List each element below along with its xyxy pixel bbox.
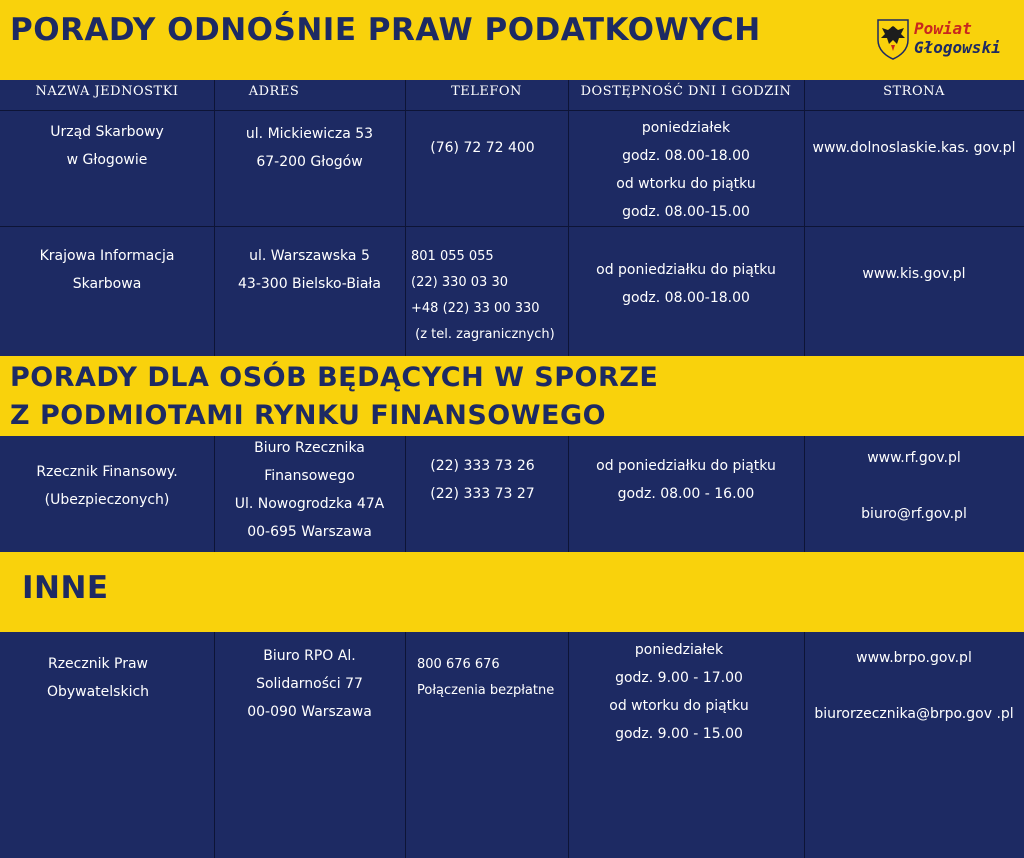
row2-phone-line: 801 055 055 [411, 249, 494, 264]
row2-phone-line: (22) 330 03 30 [411, 275, 508, 290]
row1-name [0, 118, 214, 174]
row3-address-line: Biuro Rzecznika [254, 440, 365, 456]
header-name: NAZWA JEDNOSTKI [35, 84, 179, 99]
row1-site-link[interactable]: www.dolnoslaskie.kas. gov.pl [812, 140, 1016, 156]
row4-phone-line: 800 676 676 [417, 657, 500, 672]
row3-name [0, 458, 214, 514]
row2-address-line: 43-300 Bielsko-Biała [238, 276, 381, 292]
col-divider [804, 80, 805, 356]
row3-hours-line: godz. 08.00 - 16.00 [617, 486, 755, 502]
row-divider [0, 226, 1024, 227]
row3-phone-line: (22) 333 73 26 [430, 458, 535, 474]
tax-section-title: PORADY ODNOŚNIE PRAW PODATKOWYCH [10, 12, 761, 48]
row1-address [214, 120, 405, 176]
row2-phone [411, 244, 568, 348]
row3-site-link[interactable]: www.rf.gov.pl [867, 450, 961, 466]
row3-address [214, 434, 405, 546]
coat-of-arms-icon [876, 18, 910, 60]
col-divider [405, 80, 406, 356]
row3-hours-line: od poniedziałku do piątku [596, 458, 776, 474]
row2-hours [568, 256, 804, 312]
row3-email-link[interactable]: biuro@rf.gov.pl [861, 506, 967, 522]
row4-email-link[interactable]: biurorzecznika@brpo.gov .pl [814, 706, 1014, 722]
row3-site-spacer [804, 472, 1024, 500]
row1-address-line: ul. Mickiewicza 53 [245, 126, 374, 142]
row3-name-line: (Ubezpieczonych) [44, 492, 170, 508]
row1-hours-line: godz. 08.00-18.00 [622, 148, 750, 164]
row4-address-line: 00-090 Warszawa [247, 704, 372, 720]
row3-phone [405, 452, 560, 508]
logo-text [914, 19, 1001, 57]
logo-line-2: Głogowski [914, 38, 1001, 57]
row3-name-line: Rzecznik Finansowy. [36, 464, 178, 480]
other-section-band [0, 552, 1024, 632]
row4-name-line: Rzecznik Praw [47, 656, 149, 672]
row4-site-link[interactable]: www.brpo.gov.pl [856, 650, 972, 666]
row2-hours-line: od poniedziałku do piątku [596, 262, 776, 278]
row4-name [0, 650, 196, 706]
row3-phone-line: (22) 333 73 27 [430, 486, 535, 502]
row4-address-line: Solidarności 77 [256, 676, 363, 692]
row4-name-line: Obywatelskich [46, 684, 150, 700]
header-address: ADRES [248, 84, 300, 99]
row4-hours-line: godz. 9.00 - 17.00 [615, 670, 743, 686]
row2-phone-line: +48 (22) 33 00 330 [411, 301, 540, 316]
row1-site[interactable] [804, 134, 1024, 162]
row4-hours [568, 636, 790, 748]
row2-site-link[interactable]: www.kis.gov.pl [862, 266, 966, 282]
row1-hours [568, 114, 804, 226]
row1-hours-line: godz. 08.00-15.00 [622, 204, 750, 220]
header-site: STRONA [883, 84, 945, 99]
powiat-logo [876, 18, 1016, 62]
row4-hours-line: godz. 9.00 - 15.00 [615, 726, 743, 742]
row4-address [214, 642, 405, 726]
row1-name-line: Urząd Skarbowy [50, 124, 164, 140]
row2-site[interactable] [804, 260, 1024, 288]
row2-name [0, 242, 214, 298]
row1-phone-line: (76) 72 72 400 [430, 140, 535, 156]
row3-site[interactable] [804, 444, 1024, 528]
row3-address-line: 00-695 Warszawa [247, 524, 372, 540]
row3-address-line: Ul. Nowogrodzka 47A [234, 496, 385, 512]
row2-address [214, 242, 405, 298]
row2-address-line: ul. Warszawska 5 [249, 248, 370, 264]
row2-hours-line: godz. 08.00-18.00 [622, 290, 750, 306]
row4-hours-line: od wtorku do piątku [609, 698, 749, 714]
row4-phone-line: Połączenia bezpłatne [417, 683, 555, 698]
row1-hours-line: poniedziałek [641, 120, 731, 136]
row3-hours [568, 452, 804, 508]
row1-name-line: w Głogowie [66, 152, 148, 168]
row2-phone-line: (z tel. zagranicznych) [411, 327, 555, 342]
logo-line-1: Powiat [914, 19, 972, 38]
financial-section-title-line2: Z PODMIOTAMI RYNKU FINANSOWEGO [10, 400, 607, 431]
row1-hours-line: od wtorku do piątku [616, 176, 756, 192]
other-section-title: INNE [22, 570, 109, 606]
col-divider [405, 632, 406, 858]
header-hours: DOSTĘPNOŚĆ DNI I GODZIN [580, 84, 792, 99]
header-phone: TELEFON [451, 84, 522, 99]
row2-name-line: Krajowa Informacja [39, 248, 175, 264]
row4-site[interactable] [804, 644, 1024, 728]
financial-section-title-line1: PORADY DLA OSÓB BĘDĄCYCH W SPORZE [10, 362, 659, 393]
row4-phone [417, 652, 568, 704]
row4-hours-line: poniedziałek [634, 642, 724, 658]
row4-address-line: Biuro RPO Al. [263, 648, 356, 664]
row1-address-line: 67-200 Głogów [256, 154, 363, 170]
header-divider [0, 110, 1024, 111]
row4-site-spacer [804, 672, 1024, 700]
row2-name-line: Skarbowa [72, 276, 142, 292]
row3-address-line: Finansowego [264, 468, 355, 484]
row1-phone [405, 134, 560, 162]
